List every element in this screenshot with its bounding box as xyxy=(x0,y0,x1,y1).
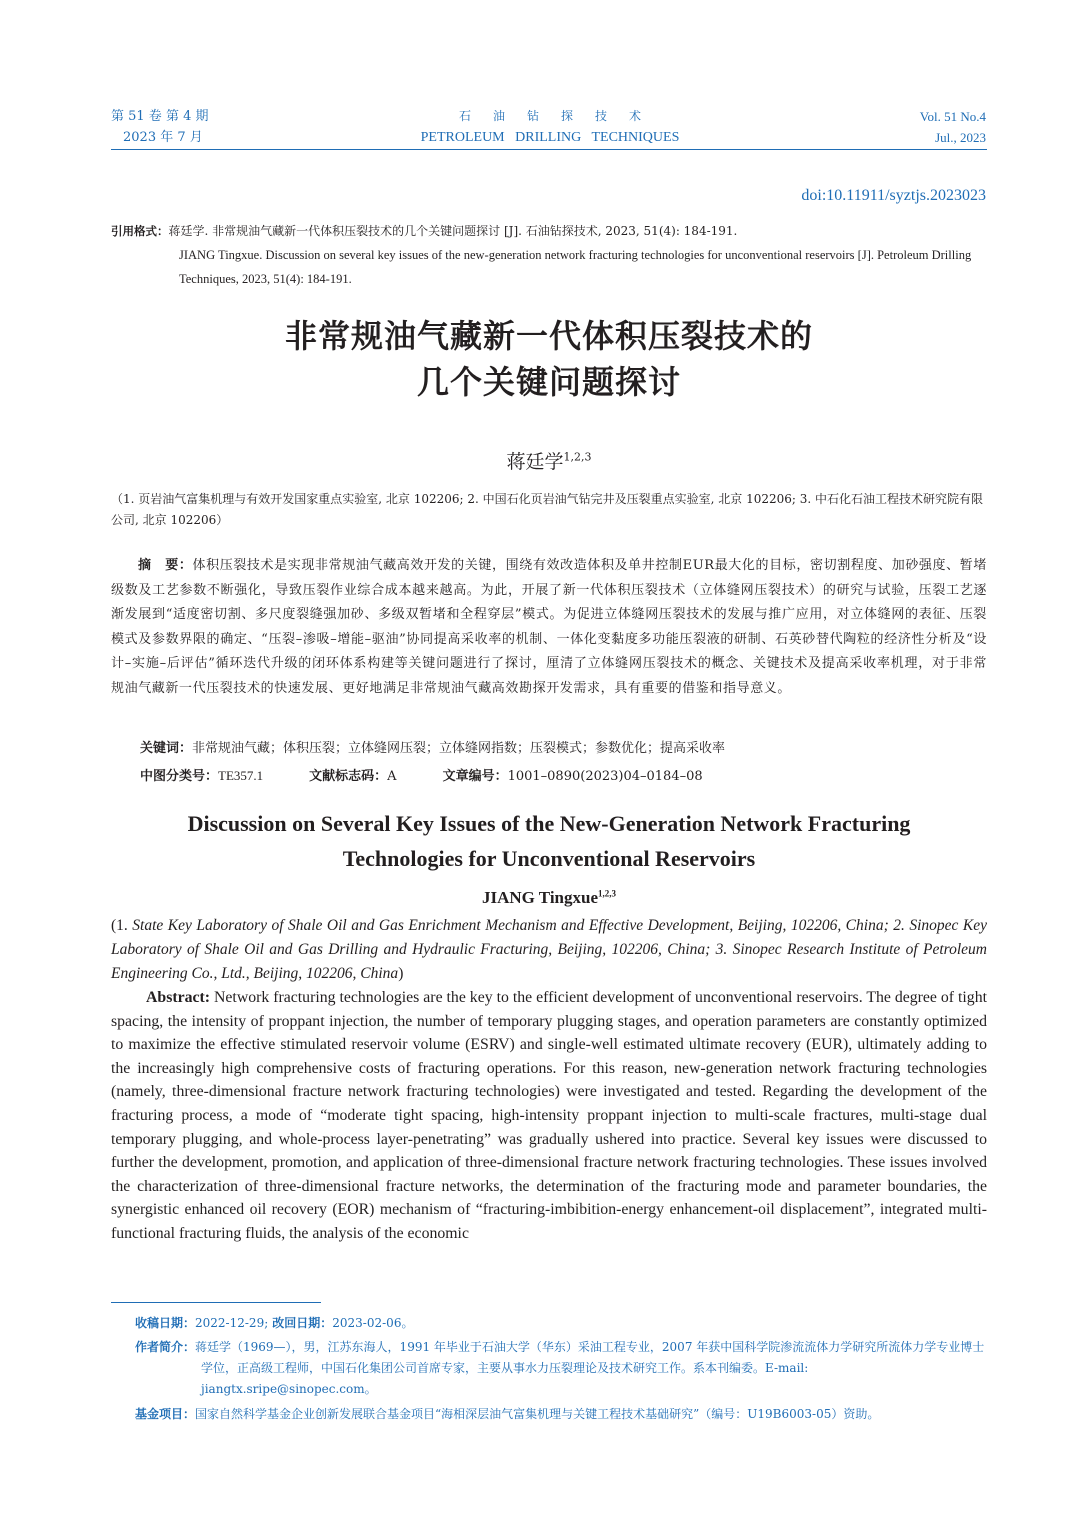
abstract-en-label: Abstract: xyxy=(146,989,211,1006)
paper-title-en xyxy=(111,806,987,876)
abstract-en-text: Network fracturing technologies are the key to the efficient development of unconventional reservoirs. The degree of tight spacing, the intensity of proppant injection, the number of temporary plugging stages, and operation parameters are constantly optimized to maximize the effective stimulated reservoir volume (ESRV) and single-well estimated ultimate recovery (EUR), ultimately adding to the increasingly high comprehensive costs of fracturing operations. For this reason, new-generation network fracturing technologies (namely, three-dimensional fracture network fracturing technologies) were investigated and tested. Regarding the development of the fracturing process, a mode of “moderate tight spacing, high-intensity proppant injection to multi-scale fractures, multi-stage dual temporary plugging, and whole-process layer-penetrating” was gradually ushered into practice. Several key issues were discussed to further the development, promotion, and application of three-dimensional fracture network fracturing technologies. These issues involved the characterization of three-dimensional fracture networks, the determination of the fracturing mode and parameter boundaries, the synergistic enhanced oil recovery (EOR) mechanism of “fracturing-imbibition-energy enhancement-oil displacement”, integrated multi-functional fracturing fluids, the analysis of the economic xyxy=(111,989,987,1242)
footnote-rule xyxy=(111,1302,321,1303)
date-cn: 2023 年 7 月 xyxy=(123,130,203,145)
affiliation-cn: （1. 页岩油气富集机理与有效开发国家重点实验室, 北京 102206; 2. 中国石化页岩油气钻完井及压裂重点实验室, 北京 102206; 3. 中石化石油工程技术研究院有限公司, 北京 102206） xyxy=(111,492,984,527)
received-date: 2022-12-29; xyxy=(195,1316,269,1330)
author-bio-text: 蒋廷学（1969—），男，江苏东海人，1991 年毕业于石油大学（华东）采油工程专业，2007 年获中国科学院渗流流体力学研究所流体力学专业博士学位，正高级工程师，中国石化集团公司首席专家，主要从事水力压裂理论及技术研究工作。系本刊编委。E-mail: jiangtx.sripe@sinopec.com。 xyxy=(195,1340,985,1396)
citation-label: 引用格式： xyxy=(111,224,169,238)
revised-label: 改回日期： xyxy=(272,1316,333,1330)
keywords-cn-label: 关键词： xyxy=(140,741,193,756)
journal-name xyxy=(400,106,700,148)
citation-cn: 蒋廷学. 非常规油气藏新一代体积压裂技术的几个关键问题探讨 [J]. 石油钻探技术, 2023, 51(4): 184-191. xyxy=(168,224,738,238)
journal-name-cn: 石油钻探技术 xyxy=(458,109,663,123)
keywords-cn-text: 非常规油气藏；体积压裂；立体缝网压裂；立体缝网指数；压裂模式；参数优化；提高采收率 xyxy=(192,741,726,756)
received-label: 收稿日期： xyxy=(135,1316,196,1330)
author-bio-label: 作者简介： xyxy=(135,1340,196,1354)
title-en-line-2: Technologies for Unconventional Reservoirs xyxy=(342,846,756,871)
affiliation-en-close: ) xyxy=(398,965,404,982)
journal-name-en: PETROLEUM DRILLING TECHNIQUES xyxy=(420,130,680,145)
classification-line xyxy=(140,765,703,788)
fund-label: 基金项目： xyxy=(135,1407,196,1421)
abstract-en xyxy=(111,986,987,1246)
article-no-value: 1001–0890(2023)04–0184–08 xyxy=(507,769,703,784)
volume-en: Vol. 51 No.4 xyxy=(919,109,986,124)
author-cn-name: 蒋廷学 xyxy=(506,451,564,473)
volume-cn: 第 51 卷 第 4 期 xyxy=(111,109,209,124)
affiliation-en-text: State Key Laboratory of Shale Oil and Gas Enrichment Mechanism and Effective Development, Beijing, 102206, China; 2. Sinopec Key Laboratory of Shale Oil and Gas Drilling and Hydraulic Fracturing, Beijing, 102206, China; 3. Sinopec Research Institute of Petroleum Engineering Co., Ltd., Beijing, 102206, China xyxy=(111,917,987,982)
doi-link[interactable]: doi:10.11911/syztjs.2023023 xyxy=(801,187,986,204)
revised-date: 2023-02-06。 xyxy=(332,1316,414,1330)
author-cn xyxy=(111,447,987,474)
date-en: Jul., 2023 xyxy=(935,130,986,145)
footnote-fund xyxy=(135,1404,987,1425)
keywords-cn xyxy=(140,738,725,760)
abstract-cn-text: 体积压裂技术是实现非常规油气藏高效开发的关键，围绕有效改造体积及单井控制EUR最大化的目标，密切割程度、加砂强度、暂堵级数及工艺参数不断强化，导致压裂作业综合成本越来越高。为此，开展了新一代体积压裂技术（立体缝网压裂技术）的研究与试验，压裂工艺逐渐发展到“适度密切割、多尺度裂缝强加砂、多级双暂堵和全程穿层”模式。为促进立体缝网压裂技术的发展与推广应用，对立体缝网的表征、压裂模式及参数界限的确定、“压裂–渗吸–增能–驱油”协同提高采收率的机制、一体化变黏度多功能压裂液的研制、石英砂替代陶粒的经济性分析及“设计–实施–后评估”循环迭代升级的闭环体系构建等关键问题进行了探讨，厘清了立体缝网压裂技术的概念、关键技术及提高采收率机理，对于非常规油气藏新一代压裂技术的快速发展、更好地满足非常规油气藏高效勘探开发需求，具有重要的借鉴和指导意义。 xyxy=(111,558,987,696)
article-no-label: 文章编号： xyxy=(442,769,508,784)
citation-block xyxy=(111,219,987,291)
footnote-author xyxy=(135,1337,987,1400)
author-en-name: JIANG Tingxue xyxy=(481,888,599,907)
journal-issue-en xyxy=(920,106,986,148)
doc-code-label: 文献标志码： xyxy=(309,769,388,784)
author-en xyxy=(111,888,987,908)
clc-label: 中图分类号： xyxy=(140,769,219,784)
clc-value: TE357.1 xyxy=(218,768,264,783)
abstract-cn xyxy=(111,554,987,701)
doc-code-value: A xyxy=(387,769,397,784)
title-en-line-1: Discussion on Several Key Issues of the New-Generation Network Fracturing xyxy=(187,811,911,836)
journal-issue-cn xyxy=(111,106,208,148)
paper-title-cn xyxy=(111,313,987,405)
title-cn-line-1: 非常规油气藏新一代体积压裂技术的 xyxy=(284,317,813,355)
fund-text: 国家自然科学基金企业创新发展联合基金项目“海相深层油气富集机理与关键工程技术基础研究”（编号：U19B6003-05）资助。 xyxy=(195,1407,880,1421)
affiliation-en-open: (1. xyxy=(111,917,133,934)
header-rule xyxy=(111,149,987,150)
author-en-sup: 1,2,3 xyxy=(598,888,617,899)
abstract-cn-label: 摘 要： xyxy=(138,558,193,573)
author-cn-sup: 1,2,3 xyxy=(563,450,592,464)
footnote-dates xyxy=(135,1313,987,1334)
citation-en: JIANG Tingxue. Discussion on several key issues of the new-generation network fracturing technologies for unconventional reservoirs [J]. Petroleum Drilling Techniques, 2023, 51(4): 184-191. xyxy=(179,248,972,286)
affiliation-en xyxy=(111,914,987,986)
title-cn-line-2: 几个关键问题探讨 xyxy=(416,363,681,401)
